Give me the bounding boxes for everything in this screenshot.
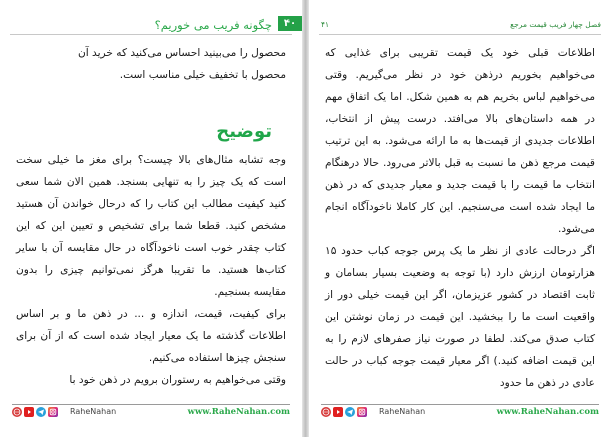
left-page bbox=[0, 0, 302, 437]
page-number-badge: ۴۰ bbox=[278, 16, 302, 31]
text-line: محصول با تخفیف خیلی مناسب است. bbox=[119, 69, 286, 81]
brand-name: RaheNahan bbox=[379, 407, 426, 416]
left-page-footer bbox=[12, 404, 290, 419]
social-icons bbox=[321, 407, 367, 417]
globe-icon[interactable] bbox=[321, 407, 331, 417]
book-gutter bbox=[302, 0, 309, 437]
telegram-icon[interactable] bbox=[36, 407, 46, 417]
youtube-icon[interactable] bbox=[24, 407, 34, 417]
right-page-header bbox=[319, 18, 601, 35]
page-number: ۴۱ bbox=[321, 20, 330, 29]
social-icons bbox=[12, 407, 58, 417]
website-link[interactable]: www.RaheNahan.com bbox=[496, 407, 599, 417]
paragraph: وجه تشابه مثال‌های بالا چیست؟ برای مغز ما خیلی سخت است که یک چیز را به تنهایی بسنجد. همین الان شما سعی کنید کیفیت مطالب این کتاب را که درحال خواندن آن هستید مشخص کنید. قطعا شما برای تشخیص و تعیین این که این کتاب چقدر خوب است ناخودآگاه در حال مقایسه آن با سایر کتاب‌ها هستید. ما تقریبا هرگز نمی‌توانیم چیزی را بدون مقایسه بسنجیم. bbox=[16, 154, 286, 298]
right-page-footer bbox=[321, 404, 599, 419]
running-title: فصل چهار فریب قیمت مرجع bbox=[510, 20, 601, 29]
instagram-icon[interactable] bbox=[357, 407, 367, 417]
website-link[interactable]: www.RaheNahan.com bbox=[187, 407, 290, 417]
instagram-icon[interactable] bbox=[48, 407, 58, 417]
paragraph: اطلاعات قبلی خود یک قیمت تقریبی برای غذایی که می‌خواهیم بخوریم درذهن خود در نظر می‌گیریم. وقتی می‌خواهیم لباس بخریم هم به همین شکل. اما یک اتفاق مهم در همه داستان‌های بالا می‌افتد. درست پیش از انتخاب، اطلاعات جدیدی از قیمت‌ها به ما ارائه می‌شود. به این ترتیب قیمت مرجع ذهن ما نسبت به قبل بالاتر می‌رود. حالا درهنگام انتخاب ما قیمت را با قیمت جدید و معیار جدیدی که در ذهن ما ایجاد شده است می‌سنجیم. این کار کاملا ناخودآگاه انجام می‌شود. bbox=[325, 47, 595, 235]
top-paragraph bbox=[16, 42, 286, 86]
brand-name: RaheNahan bbox=[70, 407, 117, 416]
text-line: محصول را می‌بینید احساس می‌کنید که خرید آن bbox=[77, 47, 286, 59]
left-main-text bbox=[16, 149, 286, 391]
running-title: چگونه فریب می خوریم؟ bbox=[154, 18, 272, 32]
left-page-header bbox=[10, 18, 297, 35]
section-heading: توضیح bbox=[216, 121, 272, 142]
telegram-icon[interactable] bbox=[345, 407, 355, 417]
paragraph: اگر درحالت عادی از نظر ما یک پرس جوجه کباب حدود ۱۵ هزارتومان ارزش دارد (با توجه به وضعیت بسیار بسامان و ثابت اقتصاد در کشور عزیزمان، اگر این قیمت خیلی دور از واقعیت است ما را ببخشید. این قیمت در زمان نوشتن این کتاب صدق می‌کند. لطفا در صورت نیاز صفرهای لازم را به این قیمت اضافه کنید.) اگر معیار قیمت جوجه کباب در حالت عادی در ذهن ما حدود bbox=[325, 245, 595, 389]
paragraph: برای کیفیت، قیمت، اندازه و ... در ذهن ما و بر اساس اطلاعات گذشته ما یک معیار ایجاد شده است که از آن برای سنجش چیزها استفاده می‌کنیم. bbox=[16, 308, 286, 364]
youtube-icon[interactable] bbox=[333, 407, 343, 417]
globe-icon[interactable] bbox=[12, 407, 22, 417]
right-page bbox=[309, 0, 611, 437]
right-main-text bbox=[325, 42, 595, 394]
paragraph: وقتی می‌خواهیم به رستوران برویم در ذهن خود با bbox=[69, 374, 286, 386]
